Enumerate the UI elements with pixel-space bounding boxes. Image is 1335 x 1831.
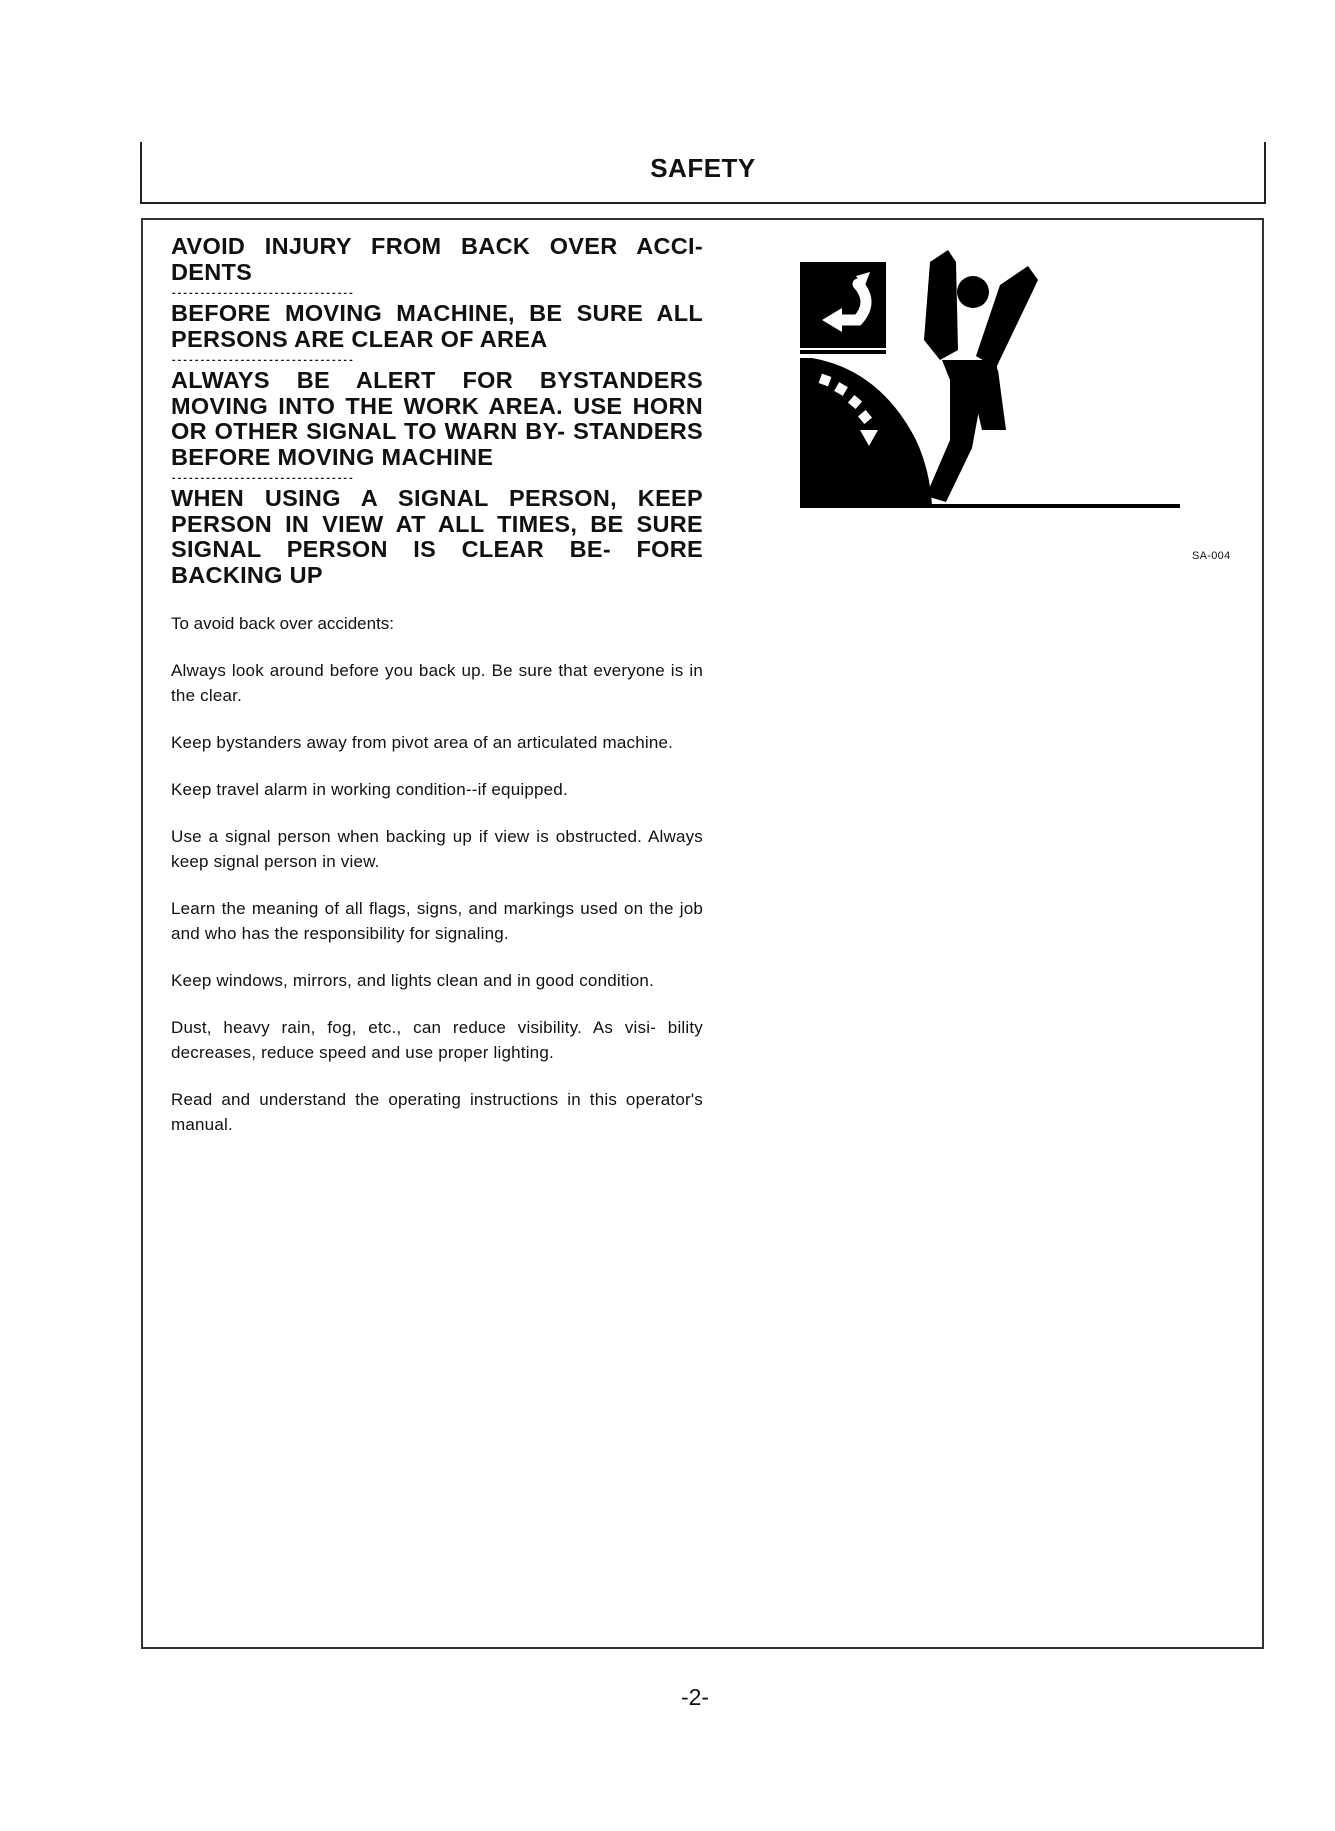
page-number: -2- [680, 1684, 710, 1710]
paragraph: Keep travel alarm in working condition--if equipped. [171, 780, 568, 799]
figure-id: SA-004 [1192, 550, 1231, 562]
paragraph: Keep windows, mirrors, and lights clean and in good condition. [171, 971, 655, 990]
paragraph: Learn the meaning of all flags, signs, and markings used on the job and who has the responsibility for signaling. [171, 899, 703, 943]
intro-text: To avoid back over accidents: [171, 614, 395, 633]
section-title: SAFETY [650, 153, 756, 183]
heading-signal-person: WHEN USING A SIGNAL PERSON, KEEP PERSON IN VIEW AT ALL TIMES, BE SURE SIGNAL PERSON IS CLEAR BE- FORE BACKING UP [171, 485, 703, 588]
heading-bystanders: ALWAYS BE ALERT FOR BYSTANDERS MOVING INTO THE WORK AREA. USE HORN OR OTHER SIGNAL TO WARN BY- STANDERS BEFORE MOVING MACHINE [171, 367, 703, 470]
heading-main: AVOID INJURY FROM BACK OVER ACCI- DENTS [171, 233, 703, 285]
separator: -------------------------------- [171, 356, 354, 366]
paragraph: Always look around before you back up. Be sure that everyone is in the clear. [171, 661, 703, 705]
paragraph: Dust, heavy rain, fog, etc., can reduce visibility. As visi- bility decreases, reduce speed and use proper lighting. [171, 1018, 703, 1062]
text-column [171, 234, 703, 1137]
paragraph: Use a signal person when backing up if view is obstructed. Always keep signal person in view. [171, 827, 703, 871]
separator: -------------------------------- [171, 474, 354, 484]
header-bottom-rule [140, 202, 1266, 204]
paragraph: Keep bystanders away from pivot area of an articulated machine. [171, 733, 674, 752]
paragraph: Read and understand the operating instructions in this operator's manual. [171, 1090, 703, 1134]
heading-clear-area: BEFORE MOVING MACHINE, BE SURE ALL PERSONS ARE CLEAR OF AREA [171, 300, 703, 352]
separator: -------------------------------- [171, 289, 354, 299]
back-over-hazard-icon [800, 240, 1180, 520]
